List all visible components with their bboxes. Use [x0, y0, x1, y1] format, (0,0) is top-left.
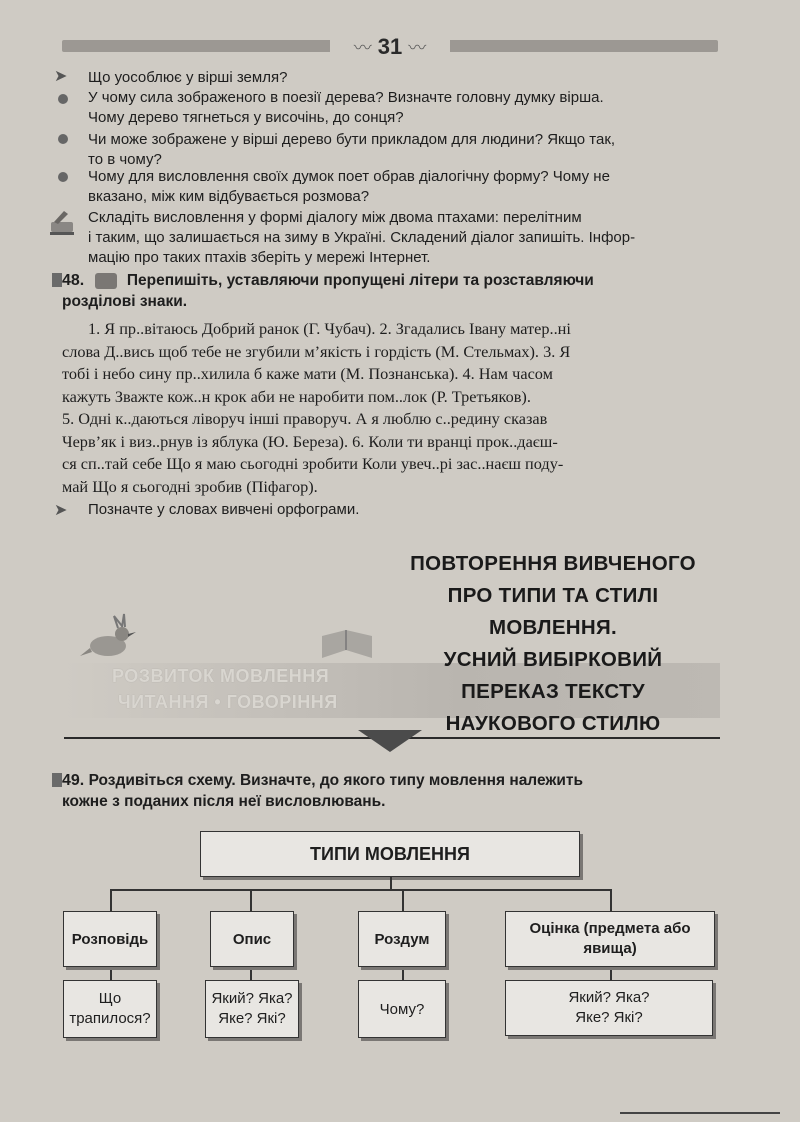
heading-line: ПОВТОРЕННЯ ВИВЧЕНОГО — [410, 552, 696, 575]
exercise-number: 49. — [62, 772, 85, 789]
connector-line — [250, 889, 252, 911]
question-box-evaluation: Який? Яка? Яке? Які? — [505, 980, 713, 1036]
text-line: 1. Я пр..вітаюсь Добрий ранок (Г. Чубач). 2. Згадались Івану матер..ні — [88, 319, 571, 338]
text-line: май Що я сьогодні зробив (Піфагор). — [62, 476, 318, 496]
exercise-task: Позначте у словах вивчені орфограми. — [88, 501, 360, 518]
question-line: У чому сила зображеного в поезії дерева? Визначте головну думку вірша. — [88, 89, 604, 106]
type-box-evaluation: Оцінка (предмета або явища) — [505, 911, 715, 967]
bullet-icon — [58, 172, 68, 182]
pointer-arrow-icon: ➤ — [54, 68, 68, 85]
swirl-left-icon: 〰 — [353, 38, 372, 58]
type-box-description: Опис — [210, 911, 294, 967]
connector-line — [110, 889, 112, 911]
down-triangle-icon — [358, 730, 422, 752]
text-line: кажуть Зважте кож..н крок аби не наробити пом..лок (Р. Третьяков). — [62, 386, 531, 406]
type-box-narrative: Розповідь — [63, 911, 157, 967]
section-label-top: РОЗВИТОК МОВЛЕННЯ — [112, 666, 330, 686]
page-number: 31 — [377, 34, 403, 59]
text-line: слова Д..вись щоб тебе не згубили м’якість і гордість (М. Стельмах). 3. Я — [62, 341, 571, 361]
question-line: і таким, що залишається на зиму в Україні. Складений діалог запишіть. Інфор- — [88, 229, 636, 246]
exercise-48-title — [62, 270, 722, 291]
exercise-title-line: Роздивіться схему. Визначте, до якого типу мовлення належить — [88, 772, 584, 789]
swirl-right-icon: 〰 — [408, 38, 427, 58]
connector-line — [110, 889, 610, 891]
section-label-bottom: ЧИТАННЯ • ГОВОРІННЯ — [118, 692, 338, 712]
heading-line: МОВЛЕННЯ. — [488, 616, 618, 639]
question-line: Складіть висловлення у формі діалогу між двома птахами: перелітним — [88, 209, 582, 226]
bird-icon — [78, 612, 138, 664]
footer-line — [620, 1112, 780, 1114]
question-box-reasoning: Чому? — [358, 980, 446, 1038]
exercise-title-line: кожне з поданих після неї висловлювань. — [62, 793, 386, 810]
text-line: тобі і небо сину пр..хилила б каже мати (М. Познанська). 4. Нам часом — [62, 364, 553, 383]
question-box-description: Який? Яка? Яке? Які? — [205, 980, 299, 1038]
question-line: то в чому? — [88, 151, 162, 168]
question-line: мацію про таких птахів зберіть у мережі Інтернет. — [88, 249, 431, 266]
open-book-icon — [318, 628, 376, 664]
exercise-48-body — [62, 318, 722, 498]
diagram-root: ТИПИ МОВЛЕННЯ — [200, 831, 580, 877]
text-line: Черв’як і виз..рнув із яблука (Ю. Береза). 6. Коли ти вранці прок..даєш- — [62, 431, 558, 451]
exercise-title-line: розділові знаки. — [62, 293, 188, 310]
writing-icon — [95, 273, 117, 289]
type-box-reasoning: Роздум — [358, 911, 446, 967]
question-line: Чому дерево тягнеться у височінь, до сонця? — [88, 109, 404, 126]
exercise-title-line: Перепишіть, уставляючи пропущені літери та розставляючи — [126, 272, 594, 289]
connector-line — [402, 889, 404, 911]
exercise-49-title — [62, 770, 722, 791]
text-line: 5. Одні к..даються ліворуч інші праворуч. А я люблю с..редину сказав — [62, 409, 548, 428]
exercise-marker — [52, 273, 62, 287]
heading-line: НАУКОВОГО СТИЛЮ — [445, 712, 661, 735]
bullet-icon — [58, 134, 68, 144]
question-line: Що уособлює у вірші земля? — [88, 69, 288, 86]
pointer-arrow-icon: ➤ — [54, 502, 68, 519]
connector-line — [610, 966, 612, 980]
heading-line: ПЕРЕКАЗ ТЕКСТУ — [461, 680, 645, 703]
bullet-icon — [58, 94, 68, 104]
connector-line — [610, 889, 612, 911]
heading-line: УСНИЙ ВИБІРКОВИЙ — [443, 648, 663, 671]
question-line: Чи може зображене у вірші дерево бути прикладом для людини? Якщо так, — [88, 131, 616, 148]
heading-line: ПРО ТИПИ ТА СТИЛІ — [447, 584, 659, 607]
writing-hand-icon — [48, 208, 78, 238]
connector-line — [250, 966, 252, 980]
text-line: ся сп..тай себе Що я маю сьогодні зробити Коли увеч..рі зас..наєш поду- — [62, 454, 564, 473]
page-number-block — [330, 30, 450, 64]
question-line: Чому для висловлення своїх думок поет обрав діалогічну форму? Чому не — [88, 168, 610, 185]
connector-line — [110, 966, 112, 980]
exercise-marker — [52, 773, 62, 787]
question-box-narrative: Що трапилося? — [63, 980, 157, 1038]
question-line: вказано, між ким відбувається розмова? — [88, 188, 370, 205]
connector-line — [402, 966, 404, 980]
exercise-number: 48. — [62, 272, 85, 289]
section-heading — [388, 548, 718, 740]
connector-line — [390, 876, 392, 890]
